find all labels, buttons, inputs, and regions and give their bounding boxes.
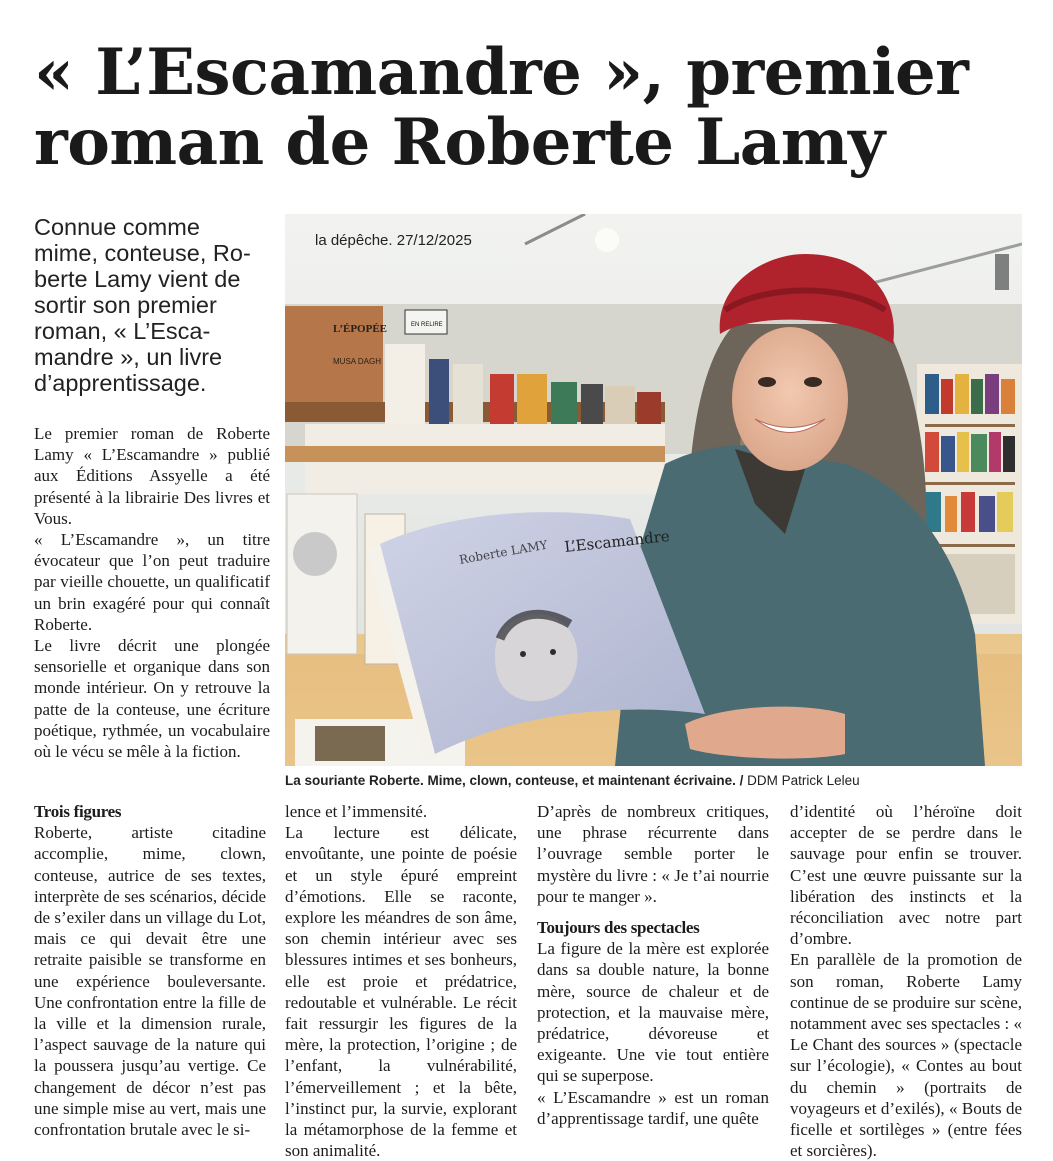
column-3-text-b: La figure de la mère est explorée dans sa double nature, la bonne mère, source de chaleur et de protection, et la mauvaise mère, prédatrice, dévoreuse et exigeante. Une vie tout entière qui se superpose. bbox=[537, 939, 769, 1086]
column-2 bbox=[285, 801, 517, 1161]
photo-caption bbox=[285, 773, 1022, 788]
column-3 bbox=[537, 801, 769, 1129]
subheading-trois-figures: Trois figures bbox=[34, 802, 122, 821]
photo-credit: DDM Patrick Leleu bbox=[743, 773, 860, 788]
caption-text: La souriante Roberte. Mime, clown, conteuse, et maintenant écrivaine. / bbox=[285, 773, 744, 788]
column-2-continuation: lence et l’immensité. bbox=[285, 802, 428, 821]
poster bbox=[285, 306, 387, 402]
column-4-text-b: En parallèle de la promotion de son roman, Roberte Lamy continue de se produire sur scène, notamment avec ses spectacles : « Le Chant des sources » (spectacle sur l’écologie), « Contes au bout du chemin » (portraits de voyageurs et d’exilés), « Bouts de ficelle et sortilèges » (entre fées et sorcières). bbox=[790, 950, 1022, 1161]
article-photo bbox=[285, 214, 1022, 766]
column-3-text-a: D’après de nombreux critiques, une phrase récurrente dans l’ouvrage semble porter le mystère du livre : « Je t’ai nourrie pour te manger ». bbox=[537, 802, 769, 906]
headline bbox=[34, 35, 1024, 180]
column-1-text: Roberte, artiste citadine accomplie, mime, clown, conteuse, autrice de ses textes, interprète de ses scénarios, décide de s’exiler dans un village du Lot, mais ce qui devait être une retraite paisible se transforme en une expérience bouleversante. Une confrontation entre la fille de la ville et la dimension rurale, l’aspect sauvage de la nature qui la poussera jusqu’au vertige. Ce changement de décor n’est pas une simple mise au vert, mais une confrontation brutale avec le si- bbox=[34, 823, 266, 1140]
headline-line-2: roman de Roberte Lamy bbox=[34, 105, 885, 180]
svg-text:Roberte LAMY: Roberte LAMY bbox=[458, 537, 549, 567]
headline-line-1: « L’Escamandre », premier bbox=[34, 35, 969, 110]
column-1 bbox=[34, 801, 266, 1140]
intro-paragraph-3: Le livre décrit une plongée sensorielle et organique dans son monde intérieur. On y retrouve la patte de la conteuse, une écriture poétique, rythmée, un vocabulaire où le vécu se mêle à la fiction. bbox=[34, 636, 270, 762]
svg-text:L’ÉPOPÉE: L’ÉPOPÉE bbox=[333, 323, 387, 335]
lead-paragraph: Connue comme mime, conteuse, Ro-berte Lamy vient de sortir son premier roman, « L’Esca-mandre », un livre d’apprentissage. bbox=[34, 214, 251, 396]
svg-text:EN RELIRE: EN RELIRE bbox=[411, 322, 443, 328]
column-2-text: La lecture est délicate, envoûtante, une pointe de poésie et un style épuré empreint d’émotions. Elle se raconte, explore les méandres de son âme, son chemin intérieur avec ses blessures intimes et ses bonheurs, elle est proie et prédatrice, redoutable et vulnérable. Le récit fait ressurgir les figures de la mère, la protection, l’origine ; de l’enfant, la vulnérabilité, l’émerveillement ; et la bête, l’instinct pur, la survie, explorant la métamorphose de la femme et son animalité. bbox=[285, 823, 517, 1161]
intro-paragraph-1: Le premier roman de Roberte Lamy « L’Escamandre » publié aux Éditions Assyelle a été présenté à la librairie Des livres et Vous. bbox=[34, 424, 270, 528]
svg-text:MUSA DAGH: MUSA DAGH bbox=[333, 357, 382, 366]
subheading-toujours-des-spectacles: Toujours des spectacles bbox=[537, 918, 700, 938]
column-4-text-a: d’identité où l’héroïne doit accepter de se perdre dans le sauvage pour enfin se trouver. C’est une œuvre puissante sur la libération des instincts et la réconciliation avec notre part d’ombre. bbox=[790, 802, 1022, 949]
intro-paragraph-2: « L’Escamandre », un titre évocateur que l’on peut traduire par vieille chouette, un qualificatif un brin exagéré pour qui connaît Roberte. bbox=[34, 530, 270, 634]
intro-column bbox=[34, 423, 270, 762]
column-3-text-c: « L’Escamandre » est un roman d’apprentissage tardif, une quête bbox=[537, 1087, 769, 1128]
column-4 bbox=[790, 801, 1022, 1161]
newspaper-date-stamp: la dépêche. 27/12/2025 bbox=[315, 232, 472, 249]
svg-text:L’Escamandre: L’Escamandre bbox=[563, 527, 671, 556]
bookshop-photo bbox=[285, 214, 1022, 766]
